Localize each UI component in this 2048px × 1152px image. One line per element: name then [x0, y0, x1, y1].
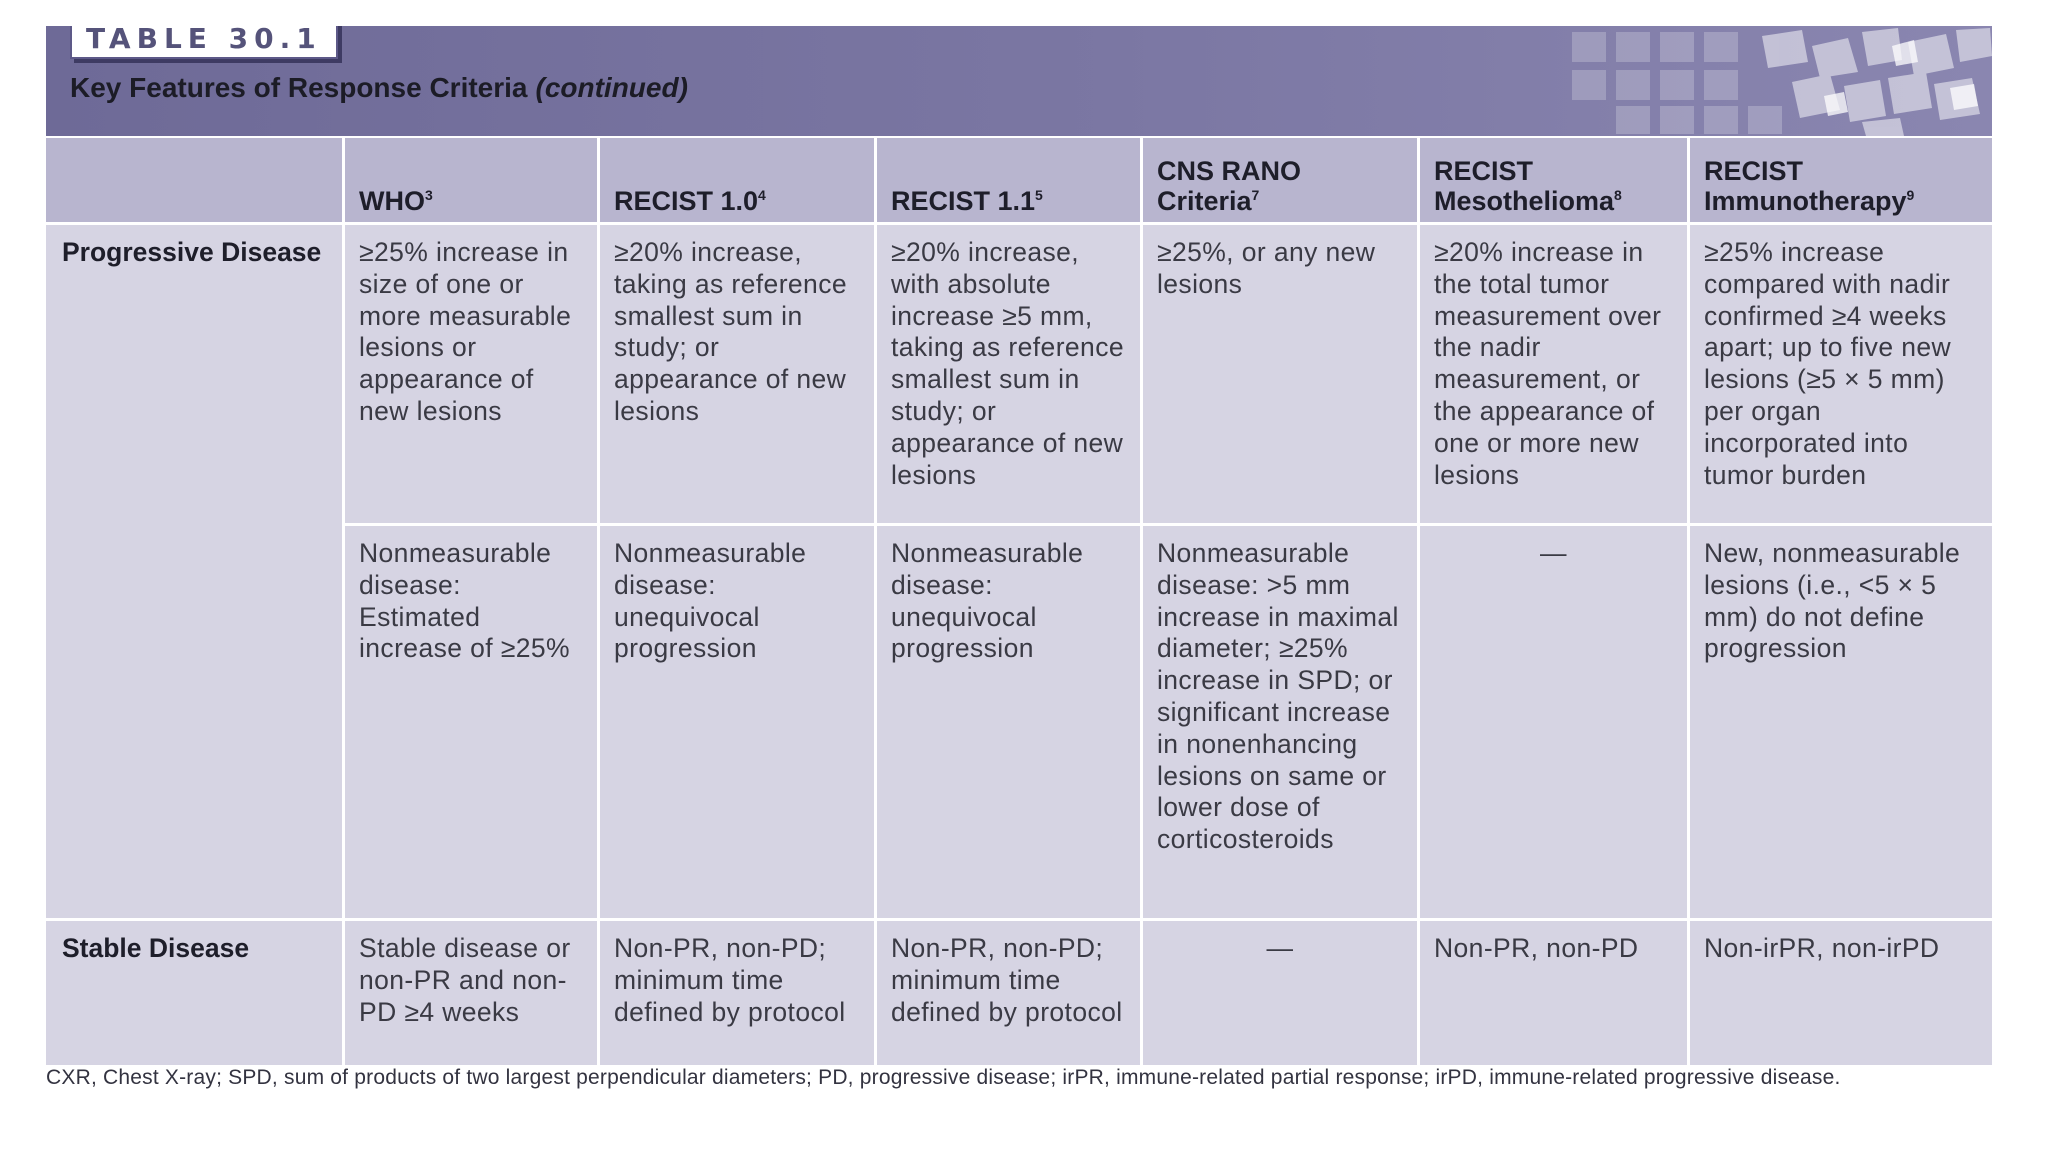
table-cell: New, nonmeasurable lesions (i.e., <5 × 5 mm) do not define progression — [1690, 526, 1992, 921]
table-row — [46, 921, 1992, 1065]
table-cell: Non-PR, non-PD; minimum time defined by protocol — [877, 921, 1143, 1065]
caption-continued: (continued) — [535, 72, 688, 103]
table-cell: Non-PR, non-PD — [1420, 921, 1690, 1065]
table-cell: ≥20% increase, taking as reference smallest sum in study; or appearance of new lesions — [600, 225, 877, 526]
table-cell: ≥25% increase compared with nadir confirmed ≥4 weeks apart; up to five new lesions (≥5 × 5 mm) per organ incorporated into tumor burden — [1690, 225, 1992, 526]
decorative-pattern — [1562, 26, 1992, 136]
header-row — [46, 138, 1992, 225]
table-cell: ≥20% increase in the total tumor measurement over the nadir measurement, or the appearance of one or more new lesions — [1420, 225, 1690, 526]
header-recist-1-1: RECIST $1.1^5$ — [877, 138, 1143, 225]
header-recist-1-0: RECIST $1.0^4$ — [600, 138, 877, 225]
caption-title: Key Features of Response Criteria — [70, 72, 528, 103]
table-cell: ≥20% increase, with absolute increase ≥5 mm, taking as reference smallest sum in study; or appearance of new lesions — [877, 225, 1143, 526]
row-label-progressive-disease: Progressive Disease — [46, 225, 345, 921]
table-cell: Nonmeasurable disease: >5 mm increase in maximal diameter; ≥25% increase in SPD; or significant increase in nonenhancing lesions on same or lower dose of corticosteroids — [1143, 526, 1420, 921]
table-cell: — — [1420, 526, 1690, 921]
table-footnote: CXR, Chest X-ray; SPD, sum of products of two largest perpendicular diameters; PD, progressive disease; irPR, immune-related partial response; irPD, immune-related progressive disease. — [46, 1066, 1841, 1089]
table-cell: — — [1143, 921, 1420, 1065]
table-cell: ≥25%, or any new lesions — [1143, 225, 1420, 526]
response-criteria-table — [46, 138, 1992, 1065]
table-header-band — [46, 26, 1992, 136]
table-cell: Stable disease or non-PR and non-PD ≥4 weeks — [345, 921, 600, 1065]
table-cell: Non-irPR, non-irPD — [1690, 921, 1992, 1065]
table-caption — [70, 72, 688, 104]
header-cns-rano: CNS RANO Criteria$^7$ — [1143, 138, 1420, 225]
header-recist-mesothelioma: RECIST Mesothelioma$^8$ — [1420, 138, 1690, 225]
header-who: WHO$^3$ — [345, 138, 600, 225]
header-corner — [46, 138, 345, 225]
header-recist-immunotherapy: RECIST Immunotherapy$^9$ — [1690, 138, 1992, 225]
table-number-label: TABLE 30.1 — [70, 26, 338, 59]
table-cell: ≥25% increase in size of one or more measurable lesions or appearance of new lesions — [345, 225, 600, 526]
table-cell: Non-PR, non-PD; minimum time defined by protocol — [600, 921, 877, 1065]
table-cell: Nonmeasurable disease: unequivocal progression — [877, 526, 1143, 921]
table-row — [46, 225, 1992, 526]
row-label-stable-disease: Stable Disease — [46, 921, 345, 1065]
table-cell: Nonmeasurable disease: unequivocal progression — [600, 526, 877, 921]
table-cell: Nonmeasurable disease: Estimated increase of ≥25% — [345, 526, 600, 921]
